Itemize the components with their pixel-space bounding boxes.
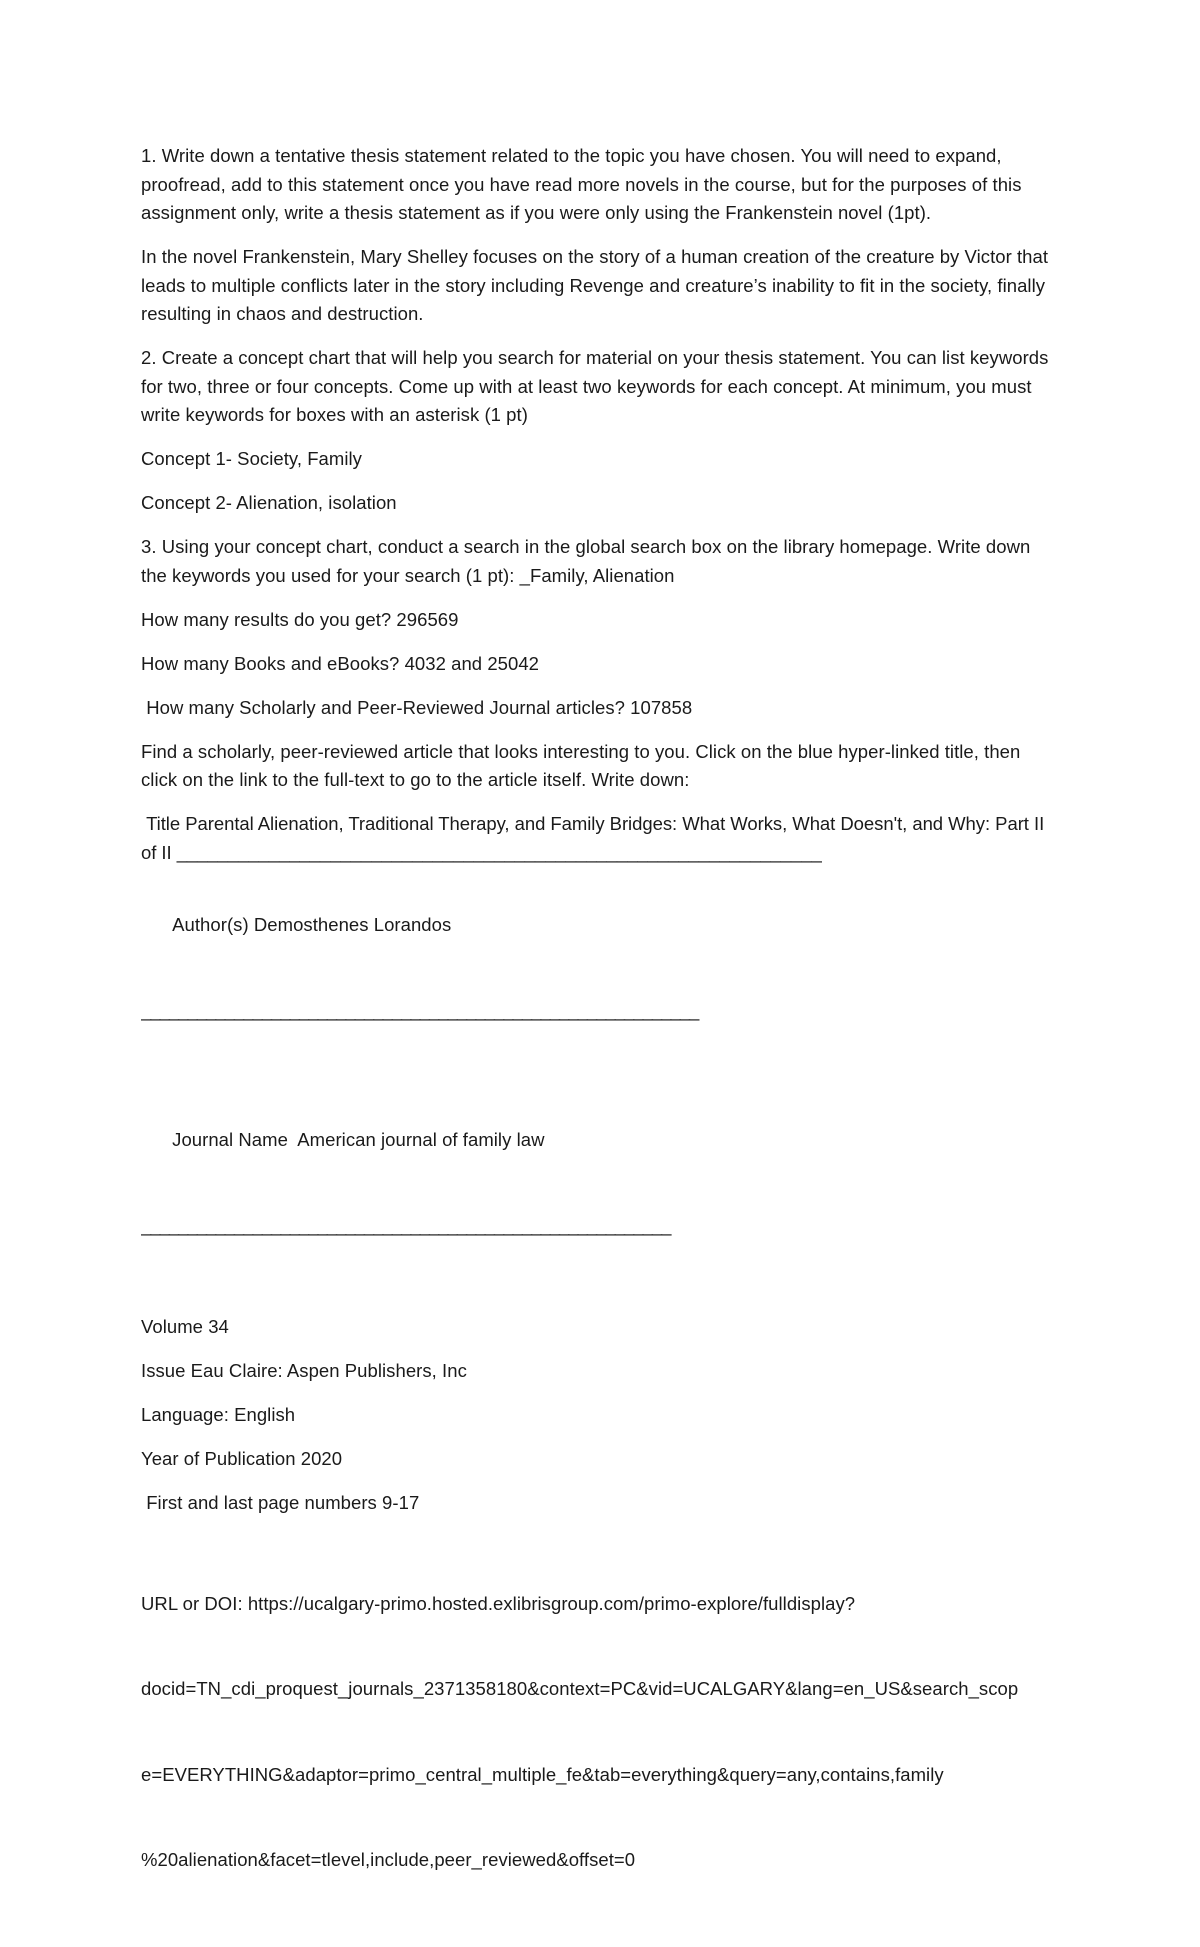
issue: Issue Eau Claire: Aspen Publishers, Inc [141, 1359, 467, 1381]
url-line-4: %20alienation&facet=tlevel,include,peer_reviewed&offset=0 [141, 1849, 636, 1870]
concept-2: Concept 2- Alienation, isolation [141, 492, 397, 513]
thesis-statement: In the novel Frankenstein, Mary Shelley focuses on the story of a human creation of the creature by Victor that leads to multiple conflicts later in the story including Revenge and creature’s inability to fit in the society, finally resulting in chaos and destruction. [141, 246, 1054, 324]
url-line-1: URL or DOI: https://ucalgary-primo.hosted.exlibrisgroup.com/primo-explore/fulldisplay? [141, 1592, 856, 1614]
url-line-2: docid=TN_cdi_proquest_journals_2371358180&context=PC&vid=UCALGARY&lang=en_US&search_scop [141, 1678, 1019, 1699]
url-line-3: e=EVERYTHING&adaptor=primo_central_multiple_fe&tab=everything&query=any,contains,family [141, 1763, 944, 1785]
volume: Volume 34 [141, 1315, 229, 1337]
page-numbers: First and last page numbers 9-17 [141, 1491, 420, 1513]
question-1-prompt: 1. Write down a tentative thesis statement related to the topic you have chosen. You will need to expand, proofread, add to this statement once you have read more novels in the course, but for the purposes of this assignment only, write a thesis statement as if you were only using the Frankenstein novel (1pt). [141, 145, 1027, 223]
journal-name [141, 1098, 1056, 1298]
journal-articles-count: How many Scholarly and Peer-Reviewed Journal articles? 107858 [141, 696, 693, 718]
author-underline: ____________________________________________________________ [141, 999, 699, 1021]
find-article-prompt: Find a scholarly, peer-reviewed article that looks interesting to you. Click on the blue hyper-linked title, then click on the link to the full-text to go to the article itself. Write down: [141, 740, 1026, 790]
article-title: Title Parental Alienation, Traditional Therapy, and Family Bridges: What Works, What Doesn't, and Why: Part II of II _______________________________________________________________ [141, 813, 1050, 863]
books-count: How many Books and eBooks? 4032 and 25042 [141, 652, 540, 674]
question-3-prompt: 3. Using your concept chart, conduct a search in the global search box on the library homepage. Write down the keywords you used for your search (1 pt): _Family, Alienation [141, 536, 1036, 586]
concept-1: Concept 1- Society, Family [141, 448, 362, 469]
journal-text: Journal Name American journal of family law [172, 1129, 545, 1150]
journal-underline: _________________________________________________________ [141, 1214, 671, 1236]
document-body [141, 142, 1056, 1947]
author-text: Author(s) Demosthenes Lorandos [172, 914, 452, 935]
language: Language: English [141, 1403, 296, 1425]
year-of-publication: Year of Publication 2020 [141, 1447, 343, 1469]
results-count: How many results do you get? 296569 [141, 608, 459, 630]
question-2-prompt: 2. Create a concept chart that will help you search for material on your thesis statement. You can list keywords for two, three or four concepts. Come up with at least two keywords for each concept. At minimum, you must write keywords for boxes with an asterisk (1 pt) [141, 347, 1054, 425]
article-authors [141, 883, 1056, 1083]
url-or-doi [141, 1533, 1056, 1932]
